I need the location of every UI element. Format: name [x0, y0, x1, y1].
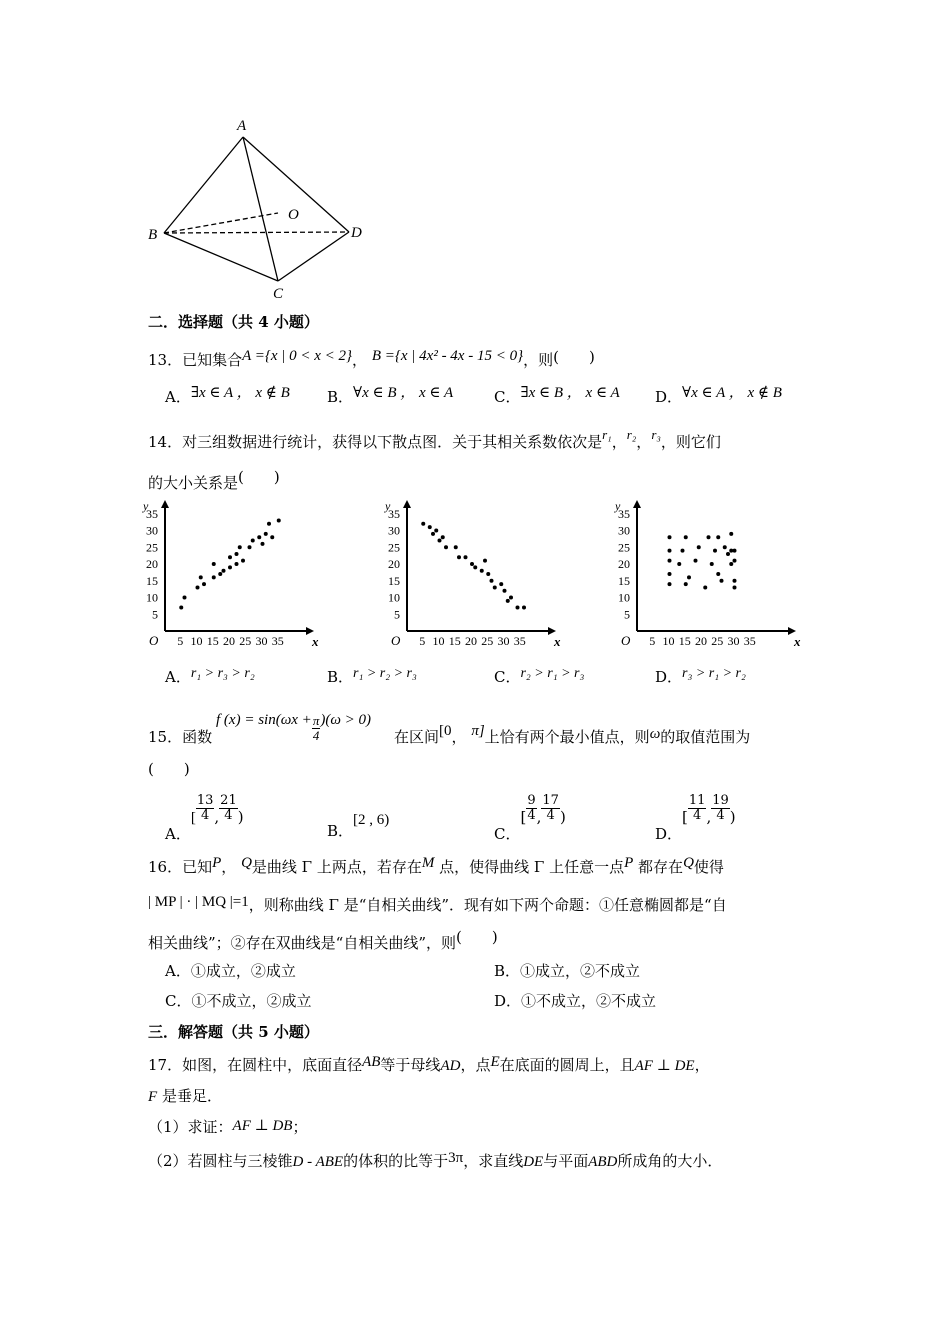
y-axis-arrow	[403, 500, 411, 508]
q17-text-a: 17．如图，在圆柱中，底面直径	[148, 1056, 363, 1074]
q16-option-d[interactable]	[494, 990, 656, 1011]
question-13-stem	[148, 349, 595, 370]
y-tick-label: 15	[388, 573, 400, 588]
option-text: ①不成立，②成立	[191, 992, 312, 1010]
question-17-line-2	[148, 1085, 222, 1106]
x-tick-label: 15	[206, 634, 219, 648]
frac-num: 13	[196, 793, 214, 808]
question-16-line-2	[148, 894, 727, 915]
option-label: B．	[327, 822, 354, 840]
origin-label: O	[391, 633, 401, 648]
section-3-title: 三．解答题（共 5 小题）	[148, 1023, 319, 1041]
option-label: A．	[165, 824, 191, 843]
scatter-point	[729, 562, 733, 566]
q17-p2-math-1: D - ABE	[292, 1154, 344, 1170]
q13-paren: ( )	[553, 348, 595, 366]
x-tick-label: 25	[711, 634, 724, 648]
option-label: A．	[165, 668, 191, 686]
scatter-point	[710, 562, 714, 566]
q13-set-b: B ={x | 4x² - 4x - 15 < 0}	[371, 348, 524, 364]
x-tick-label: 20	[695, 634, 707, 648]
q13-tail: ，则	[523, 351, 554, 369]
q17-p1-math: AF ⊥ DB	[232, 1118, 293, 1134]
y-tick-label: 30	[146, 523, 158, 538]
q17-p2-math-3: DE	[523, 1154, 544, 1170]
q16-text-c: 点，使得曲线 Γ 上任意一点	[439, 858, 625, 876]
q15-rest	[394, 723, 751, 747]
option-frac-1	[526, 794, 536, 823]
q14-option-d[interactable]	[655, 666, 746, 687]
x-tick-label: 30	[255, 634, 268, 648]
y-axis-label: y	[615, 499, 621, 513]
q16-option-c[interactable]	[165, 990, 312, 1011]
q17-af-perp-de: AF ⊥ DE	[634, 1058, 695, 1074]
q15-frac-den: 4	[312, 728, 320, 743]
question-14-line-1	[148, 427, 721, 452]
scatter-point	[179, 606, 183, 610]
q15-paren: ( )	[148, 760, 190, 778]
option-label: C．	[494, 824, 521, 843]
question-14-line-2	[148, 468, 280, 493]
scatter-point	[490, 579, 494, 583]
q14-r3: r₃	[651, 427, 661, 442]
q17-p2-math-4: ABD	[588, 1154, 618, 1170]
option-frac-2	[541, 794, 560, 823]
q14-sep-1: ，	[611, 433, 627, 451]
x-tick-label: 25	[481, 634, 494, 648]
scatter-point	[716, 535, 720, 539]
scatter-point	[218, 572, 222, 576]
q16-sep: ，	[221, 858, 237, 876]
option-text: ①不成立，②不成立	[521, 992, 657, 1010]
scatter-point	[509, 596, 513, 600]
y-tick-label: 10	[618, 590, 630, 605]
q15-pi-over-4	[312, 714, 321, 743]
x-tick-label: 5	[419, 634, 426, 648]
y-tick-label: 20	[618, 557, 630, 571]
q13-set-a: A ={x | 0 < x < 2}	[242, 348, 353, 364]
section-2-title: 二．选择题（共 4 小题）	[148, 313, 319, 331]
x-axis-label: x	[312, 634, 319, 649]
q17-p2-math-2: 3π	[448, 1150, 464, 1166]
q15-tail: 上恰有两个最小值点，则	[484, 728, 650, 746]
q15-comma: ，	[451, 728, 467, 746]
frac-den: 4	[527, 808, 536, 823]
q16-text-e: 使得	[693, 858, 724, 876]
q16-p: P	[212, 855, 222, 871]
scatter-point	[681, 549, 685, 553]
q17-text-d: 在底面的圆周上，且	[499, 1056, 635, 1074]
scatter-point	[228, 555, 232, 559]
origin-label: O	[149, 633, 159, 648]
q14-paren: ( )	[238, 468, 280, 486]
y-tick-label: 5	[394, 607, 400, 622]
frac-den: 4	[693, 808, 702, 823]
q16-text-b: 是曲线 Γ 上两点，若存在	[251, 858, 422, 876]
q14-line1: 14．对三组数据进行统计，获得以下散点图．关于其相关系数依次是	[148, 433, 603, 451]
scatter-point	[212, 575, 216, 579]
option-label: B．	[327, 668, 354, 686]
q15-option-c[interactable]	[494, 793, 566, 843]
question-15-stem	[148, 706, 751, 746]
x-tick-label: 10	[662, 634, 675, 648]
y-tick-label: 10	[146, 590, 158, 605]
q15-interval-open: [0	[439, 723, 452, 739]
q17-ab: AB	[362, 1054, 381, 1070]
option-label: B．	[494, 962, 521, 980]
q13-option-a[interactable]	[165, 386, 290, 407]
option-text: ①成立，②不成立	[520, 962, 641, 980]
question-17-part-2	[148, 1150, 722, 1171]
y-tick-label: 25	[388, 540, 400, 555]
option-bracket-left: [	[682, 807, 688, 826]
scatter-point	[222, 569, 226, 573]
scatter-point	[431, 532, 435, 536]
option-label: C．	[494, 388, 521, 406]
q17-f: F	[148, 1089, 158, 1105]
option-label: D．	[655, 388, 683, 406]
q16-text-line3: 相关曲线”；②存在双曲线是“自相关曲线”，则	[148, 934, 457, 952]
q14-tail: ，则它们	[660, 433, 721, 451]
scatter-point	[228, 565, 232, 569]
scatter-point	[668, 559, 672, 563]
origin-label: O	[621, 633, 631, 648]
scatter-point	[493, 585, 497, 589]
option-text: [2 , 6)	[353, 812, 390, 828]
frac-num: 19	[712, 793, 729, 808]
scatter-point	[441, 535, 445, 539]
x-tick-label: 35	[513, 634, 526, 648]
option-text: ∀x ∈ B ， x ∈ A	[353, 385, 454, 401]
scatter-point	[483, 559, 487, 563]
option-label: B．	[327, 388, 354, 406]
x-tick-label: 5	[649, 634, 656, 648]
q15-func-left: f (x) = sin(ωx +	[216, 711, 312, 728]
option-label: A．	[165, 962, 191, 980]
scatter-point	[251, 539, 255, 543]
x-tick-label: 10	[190, 634, 203, 648]
option-text: r₁ > r₂ > r₃	[353, 666, 417, 681]
option-text: r₁ > r₃ > r₂	[190, 666, 255, 681]
frac-num: 21	[220, 793, 237, 808]
y-tick-label: 30	[618, 523, 630, 538]
scatter-point	[264, 532, 268, 536]
y-tick-label: 5	[624, 607, 630, 622]
scatter-point	[684, 535, 688, 539]
scatter-point	[697, 545, 701, 549]
scatter-point	[687, 575, 691, 579]
scatter-point	[503, 589, 507, 593]
scatter-point	[668, 582, 672, 586]
vertex-label-d: D	[351, 225, 362, 241]
option-text: ①成立，②成立	[190, 962, 296, 980]
q13-comma: ，	[352, 351, 368, 369]
q16-equation: | MP | · | MQ |=1	[148, 894, 249, 910]
scatter-point	[238, 545, 242, 549]
y-axis-arrow	[161, 500, 169, 508]
scatter-point	[434, 529, 438, 533]
scatter-point	[720, 579, 724, 583]
q16-q: Q	[241, 855, 252, 871]
scatter-point	[703, 585, 707, 589]
scatter-point	[248, 545, 252, 549]
q13-option-d[interactable]	[655, 386, 782, 407]
x-tick-label: 15	[678, 634, 691, 648]
option-comma: ,	[536, 807, 542, 826]
q14-option-b[interactable]	[327, 666, 417, 687]
x-axis-label: x	[794, 634, 801, 649]
q17-p2-text-e: 所成角的大小．	[617, 1152, 723, 1170]
q13-option-c[interactable]	[494, 386, 620, 407]
question-17-line-1	[148, 1054, 710, 1075]
vertex-label-c: C	[273, 286, 284, 302]
option-comma: ,	[706, 807, 712, 826]
x-tick-label: 35	[271, 634, 284, 648]
scatter-point	[668, 572, 672, 576]
y-tick-label: 35	[388, 506, 400, 521]
scatter-point	[183, 596, 187, 600]
q17-p2-text-c: ，求直线	[463, 1152, 524, 1170]
scatter-point	[235, 552, 239, 556]
q17-text-e: ，	[694, 1056, 710, 1074]
q17-text-line2: 是垂足．	[161, 1087, 222, 1105]
q15-mid: 在区间	[394, 728, 440, 746]
option-bracket-left: [	[520, 807, 527, 826]
option-label: D．	[655, 824, 683, 843]
q15-interval-close: π]	[471, 723, 485, 739]
scatter-point	[261, 542, 265, 546]
q16-q2: Q	[683, 855, 694, 871]
scatter-point	[270, 535, 274, 539]
y-tick-label: 35	[146, 506, 158, 521]
option-bracket-right: )	[559, 807, 566, 826]
q17-p2-text-b: 的体积的比等于	[343, 1152, 449, 1170]
q16-option-b[interactable]	[494, 960, 640, 981]
scatter-point	[212, 562, 216, 566]
frac-den: 4	[546, 808, 555, 823]
scatter-plot-1	[140, 498, 325, 656]
q16-text-d: 都存在	[638, 858, 684, 876]
q15-function	[216, 706, 372, 743]
y-tick-label: 15	[146, 573, 158, 588]
frac-den: 4	[200, 808, 210, 823]
q13-number: 13．已知集合	[148, 351, 243, 369]
scatter-point	[464, 555, 468, 559]
y-tick-label: 30	[388, 523, 400, 538]
q14-r2: r₂	[626, 427, 637, 442]
tetrahedron-figure	[140, 112, 380, 307]
q16-m: M	[421, 855, 435, 871]
frac-num: 17	[542, 793, 559, 808]
frac-den: 4	[716, 808, 725, 823]
q14-line2: 的大小关系是	[148, 474, 239, 492]
scatter-plot-3	[612, 498, 802, 656]
option-frac-1	[196, 794, 215, 823]
q17-text-b: 等于母线	[380, 1056, 441, 1074]
q15-option-d[interactable]	[655, 793, 736, 843]
scatter-point	[522, 606, 526, 610]
scatter-point	[506, 599, 510, 603]
option-label: A．	[165, 388, 191, 406]
q15-tail2: 的取值范围为	[660, 728, 751, 746]
q14-option-a[interactable]	[165, 666, 255, 687]
q16-paren: ( )	[456, 928, 498, 946]
y-tick-label: 20	[388, 557, 400, 571]
x-tick-label: 20	[465, 634, 477, 648]
option-bracket-right: )	[729, 807, 736, 826]
scatter-point	[707, 535, 711, 539]
x-tick-label: 10	[432, 634, 445, 648]
y-axis-arrow	[633, 500, 641, 508]
scatter-point	[454, 545, 458, 549]
scatter-point	[438, 539, 442, 543]
scatter-point	[196, 585, 200, 589]
q17-text-c: ，点	[460, 1056, 491, 1074]
option-bracket-right: )	[237, 807, 244, 826]
y-tick-label: 10	[388, 590, 400, 605]
q17-e: E	[490, 1054, 500, 1070]
scatter-point	[277, 518, 281, 522]
scatter-point	[516, 606, 520, 610]
y-tick-label: 25	[146, 540, 158, 555]
x-tick-label: 30	[727, 634, 740, 648]
y-axis-label: y	[385, 499, 391, 513]
y-tick-label: 25	[618, 540, 630, 555]
scatter-point	[241, 559, 245, 563]
q17-p1-end: ；	[292, 1118, 308, 1136]
vertex-label-b: B	[148, 227, 158, 243]
scatter-point	[267, 522, 271, 526]
option-text: r₂ > r₁ > r₃	[520, 666, 585, 681]
scatter-point	[677, 562, 681, 566]
scatter-point	[684, 582, 688, 586]
scatter-point	[713, 549, 717, 553]
point-label-o: O	[288, 207, 299, 223]
scatter-point	[480, 569, 484, 573]
q13-option-b[interactable]	[327, 386, 453, 407]
scatter-point	[716, 572, 720, 576]
scatter-point	[428, 525, 432, 529]
frac-den: 4	[224, 808, 233, 823]
scatter-point	[668, 535, 672, 539]
option-bracket-left: [	[190, 809, 196, 826]
x-tick-label: 25	[239, 634, 252, 648]
y-tick-label: 35	[618, 506, 630, 521]
option-label: D．	[655, 668, 683, 686]
option-frac-2	[711, 794, 730, 823]
option-comma: ,	[214, 807, 220, 826]
y-axis-label: y	[143, 499, 149, 513]
scatter-point	[486, 572, 490, 576]
option-text: r₃ > r₁ > r₂	[682, 666, 746, 681]
q15-number: 15．函数	[148, 728, 213, 746]
x-axis-label: x	[554, 634, 561, 649]
scatter-point	[668, 549, 672, 553]
option-label: C．	[165, 992, 192, 1010]
x-tick-label: 20	[223, 634, 235, 648]
q17-p1-text: （1）求证：	[148, 1118, 233, 1136]
scatter-point	[723, 545, 727, 549]
scatter-point	[733, 579, 737, 583]
option-text: ∃x ∈ B ， x ∈ A	[520, 385, 620, 401]
x-tick-label: 35	[743, 634, 756, 648]
scatter-point	[733, 549, 737, 553]
q15-frac-num: π	[312, 713, 320, 728]
question-16-line-1	[148, 856, 724, 877]
question-17-part-1	[148, 1116, 308, 1137]
q16-p2: P	[624, 855, 634, 871]
scatter-point	[257, 535, 261, 539]
scatter-point	[499, 582, 503, 586]
question-16-line-3	[148, 928, 498, 953]
option-frac-1	[688, 794, 707, 823]
option-label: C．	[494, 668, 521, 686]
q16-option-a[interactable]	[165, 960, 296, 981]
q14-sep-2: ，	[636, 433, 652, 451]
q15-func-right: )(ω > 0)	[320, 711, 372, 728]
y-tick-label: 5	[152, 607, 158, 622]
scatter-point	[729, 532, 733, 536]
q14-r1: r₁	[602, 427, 612, 442]
q17-ad: AD	[440, 1058, 461, 1074]
q17-p2-text-d: 与平面	[543, 1152, 589, 1170]
q14-option-c[interactable]	[494, 666, 584, 687]
q15-option-a[interactable]	[165, 793, 244, 843]
q15-omega: ω	[649, 726, 661, 742]
x-tick-label: 5	[177, 634, 184, 648]
option-text: ∀x ∈ A ， x ∉ B	[682, 385, 782, 401]
scatter-point	[733, 559, 737, 563]
vertex-label-a: A	[237, 118, 247, 134]
scatter-point	[473, 565, 477, 569]
q16-text-line2: ，则称曲线 Γ 是“自相关曲线”．现有如下两个命题：①任意椭圆都是“自	[248, 896, 727, 914]
scatter-point	[733, 585, 737, 589]
x-tick-label: 15	[448, 634, 461, 648]
scatter-plot-2	[382, 498, 567, 656]
scatter-point	[235, 562, 239, 566]
y-tick-label: 20	[146, 557, 158, 571]
frac-num: 11	[688, 793, 706, 808]
option-label: D．	[494, 992, 522, 1010]
x-tick-label: 30	[497, 634, 510, 648]
option-text: ∃x ∈ A ， x ∉ B	[190, 385, 290, 401]
scatter-point	[470, 562, 474, 566]
scatter-point	[457, 555, 461, 559]
y-tick-label: 15	[618, 573, 630, 588]
scatter-point	[726, 552, 730, 556]
q17-p2-text-a: （2）若圆柱与三棱锥	[148, 1152, 293, 1170]
scatter-point	[694, 559, 698, 563]
frac-num: 9	[527, 793, 536, 808]
scatter-point	[202, 582, 206, 586]
q16-text-a: 16．已知	[148, 858, 213, 876]
scatter-point	[444, 545, 448, 549]
scatter-point	[421, 522, 425, 526]
option-frac-2	[219, 794, 238, 823]
q15-option-b[interactable]	[327, 812, 390, 840]
scatter-point	[199, 575, 203, 579]
